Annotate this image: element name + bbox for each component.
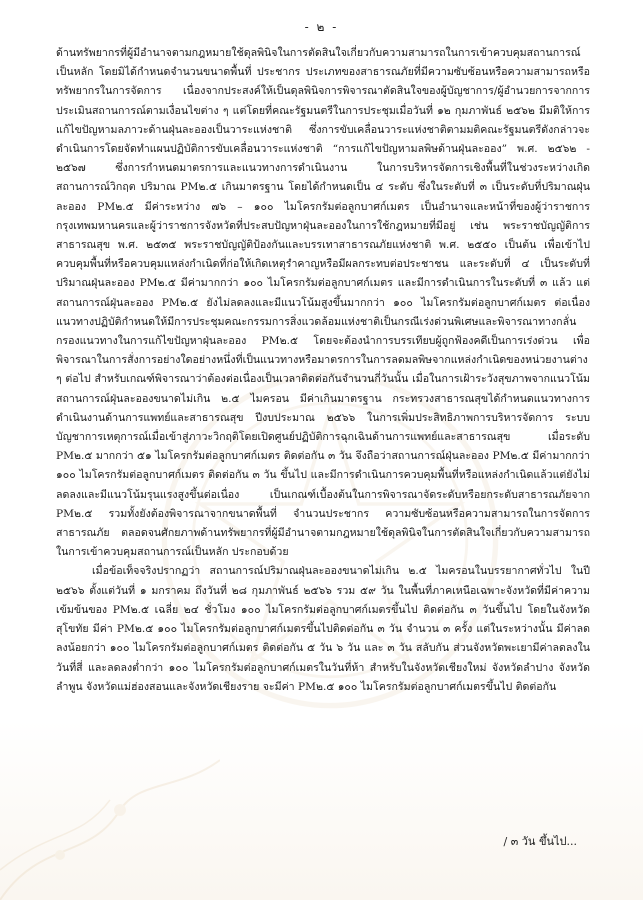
floral-corner-decoration <box>0 720 220 900</box>
document-body <box>56 44 590 697</box>
page-number: - ๒ - <box>304 20 339 34</box>
continuation-note: / ๓ วัน ขึ้นไป... <box>503 835 577 848</box>
paragraph: ด้านทรัพยากรที่ผู้มีอำนาจตามกฎหมายใช้ดุลพินิจในการตัดสินใจเกี่ยวกับความสามารถในการเข้าควบคุมสถานการณ์เป็นหลัก โดยมิได้กำหนดจำนวนขนาดพื้นที่ ประชากร ประเภทของสาธารณภัยที่มีความซับซ้อนหรือความสามารถหรือทรัพยากรในการจัดการ เนื่องจากประสงค์ให้เป็นดุลพินิจการพิจารณาตัดสินใจของผู้บัญชาการ/ผู้อำนวยการจากการประเมินสถานการณ์ตามเงื่อนไขต่าง ๆ แต่โดยที่คณะรัฐมนตรีในการประชุมเมื่อวันที่ ๑๒ กุมภาพันธ์ ๒๕๖๒ มีมติให้การแก้ไขปัญหามลภาวะด้านฝุ่นละอองเป็นวาระแห่งชาติ ซึ่งการขับเคลื่อนวาระแห่งชาติตามมติคณะรัฐมนตรีดังกล่าวจะดำเนินการโดยจัดทำแผนปฏิบัติการขับเคลื่อนวาระแห่งชาติ “การแก้ไขปัญหามลพิษด้านฝุ่นละออง” พ.ศ. ๒๕๖๒ - ๒๕๖๗ ซึ่งการกำหนดมาตรการและแนวทางการดำเนินงาน ในการบริหารจัดการเชิงพื้นที่ในช่วงระหว่างเกิดสถานการณ์วิกฤต ปริมาณ PM๒.๕ เกินมาตรฐาน โดยได้กำหนดเป็น ๔ ระดับ ซึ่งในระดับที่ ๓ เป็นระดับที่ปริมาณฝุ่นละออง PM๒.๕ มีค่าระหว่าง ๗๖ – ๑๐๐ ไมโครกรัมต่อลูกบาศก์เมตร เป็นอำนาจและหน้าที่ของผู้ว่าราชการกรุงเทพมหานครและผู้ว่าราชการจังหวัดที่ประสบปัญหาฝุ่นละอองในการใช้กฎหมายที่มีอยู่ เช่น พระราชบัญญัติการสาธารณสุข พ.ศ. ๒๕๓๕ พระราชบัญญัติป้องกันและบรรเทาสาธารณภัยแห่งชาติ พ.ศ. ๒๕๕๐ เป็นต้น เพื่อเข้าไปควบคุมพื้นที่หรือควบคุมแหล่งกำเนิดที่ก่อให้เกิดเหตุรำคาญหรือมีผลกระทบต่อประชาชน และระดับที่ ๔ เป็นระดับที่ปริมาณฝุ่นละออง PM๒.๕ มีค่ามากกว่า ๑๐๐ ไมโครกรัมต่อลูกบาศก์เมตร และมีการดำเนินการในระดับที่ ๓ แล้ว แต่สถานการณ์ฝุ่นละออง PM๒.๕ ยังไม่ลดลงและมีแนวโน้มสูงขึ้นมากกว่า ๑๐๐ ไมโครกรัมต่อลูกบาศก์เมตร ต่อเนื่องแนวทางปฏิบัติกำหนดให้มีการประชุมคณะกรรมการสิ่งแวดล้อมแห่งชาติเป็นกรณีเร่งด่วนพิเศษและพิจารณาทางกลั่นกรองแนวทางในการแก้ไขปัญหาฝุ่นละออง PM๒.๕ โดยจะต้องนำการบรรเทียบผู้ถูกฟ้องคดีเป็นการเร่งด่วน เพื่อพิจารณาในการสั่งการอย่างใดอย่างหนึ่งที่เป็นแนวทางหรือมาตรการในการลดมลพิษจากแหล่งกำเนิดของหน่วยงานต่าง ๆ ต่อไป สำหรับเกณฑ์พิจารณาว่าต้องต่อเนื่องเป็นเวลาติดต่อกันจำนวนกี่วันนั้น เมื่อในการเฝ้าระวังสุขภาพจากแนวโน้มสถานการณ์ฝุ่นละอองขนาดไม่เกิน ๒.๕ ไมครอน มีค่าเกินมาตรฐาน กระทรวงสาธารณสุขได้กำหนดแนวทางการดำเนินงานด้านการแพทย์และสาธารณสุข ปีงบประมาณ ๒๕๖๖ ในการเพิ่มประสิทธิภาพการบริหารจัดการ ระบบบัญชาการเหตุการณ์เมื่อเข้าสู่ภาวะวิกฤติโดยเปิดศูนย์ปฏิบัติการฉุกเฉินด้านการแพทย์และสาธารณสุข เมื่อระดับ PM๒.๕ มากกว่า ๕๑ ไมโครกรัมต่อลูกบาศก์เมตร ติดต่อกัน ๓ วัน จึงถือว่าสถานการณ์ฝุ่นละออง PM๒.๕ มีค่ามากกว่า ๑๐๐ ไมโครกรัมต่อลูกบาศก์เมตร ติดต่อกัน ๓ วัน ขึ้นไป และมีการดำเนินการควบคุมพื้นที่หรือแหล่งกำเนิดแล้วแต่ยังไม่ลดลงและมีแนวโน้มรุนแรงสูงขึ้นต่อเนื่อง เป็นเกณฑ์เบื้องต้นในการพิจารณาจัดระดับหรือยกระดับสาธารณภัยจาก PM๒.๕ รวมทั้งยังต้องพิจารณาจากขนาดพื้นที่ จำนวนประชากร ความซับซ้อนหรือความสามารถในการจัดการสาธารณภัย ตลอดจนศักยภาพด้านทรัพยากรที่ผู้มีอำนาจตามกฎหมายใช้ดุลพินิจในการตัดสินใจเกี่ยวกับความสามารถในการเข้าควบคุมสถานการณ์เป็นหลัก ประกอบด้วย <box>56 47 590 559</box>
paragraph: เมื่อข้อเท็จจริงปรากฏว่า สถานการณ์ปริมาณฝุ่นละอองขนาดไม่เกิน ๒.๕ ไมครอนในบรรยากาศทั่วไป ในปี ๒๕๖๖ ตั้งแต่วันที่ ๑ มกราคม ถึงวันที่ ๒๘ กุมภาพันธ์ ๒๕๖๖ รวม ๕๙ วัน ในพื้นที่ภาคเหนือเฉพาะจังหวัดที่มีค่าความเข้มข้นของ PM๒.๕ เฉลี่ย ๒๔ ชั่วโมง ๑๐๐ ไมโครกรัมต่อลูกบาศก์เมตรขึ้นไป ติดต่อกัน ๓ วันขึ้นไป โดยในจังหวัดสุโขทัย มีค่า PM๒.๕ ๑๐๐ ไมโครกรัมต่อลูกบาศก์เมตรขึ้นไปติดต่อกัน ๓ วัน จำนวน ๓ ครั้ง แต่ในระหว่างนั้น มีค่าลดลงน้อยกว่า ๑๐๐ ไมโครกรัมต่อลูกบาศก์เมตร ติดต่อกัน ๕ วัน ๖ วัน และ ๓ วัน สลับกัน ส่วนจังหวัดพะเยามีค่าลดลงในวันที่สี่ และลดลงต่ำกว่า ๑๐๐ ไมโครกรัมต่อลูกบาศก์เมตรในวันที่ห้า สำหรับในจังหวัดเชียงใหม่ จังหวัดลำปาง จังหวัดลำพูน จังหวัดแม่ฮ่องสอนและจังหวัดเชียงราย จะมีค่า PM๒.๕ ๑๐๐ ไมโครกรัมต่อลูกบาศก์เมตรขึ้นไป ติดต่อกัน <box>56 565 590 693</box>
